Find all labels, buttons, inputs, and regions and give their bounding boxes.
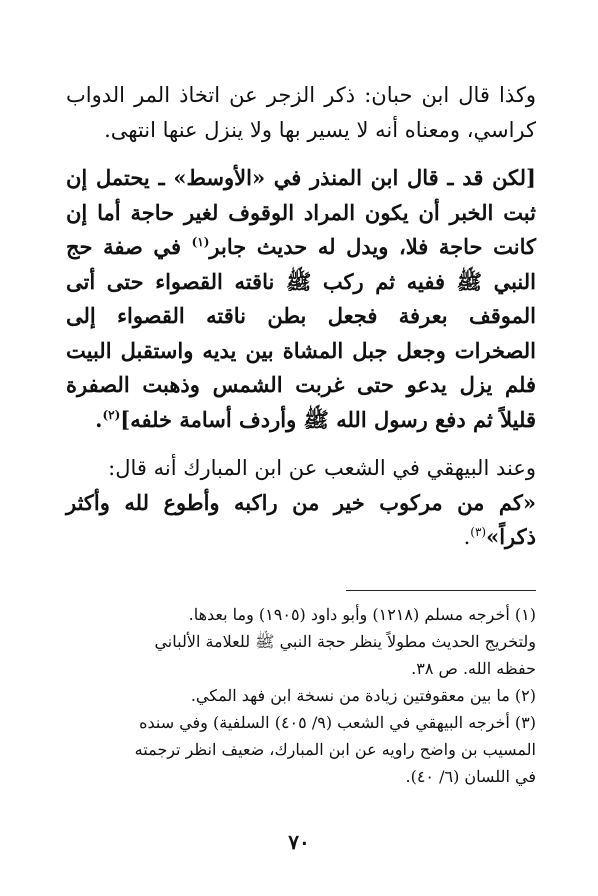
- quote-text: «كم من مركوب خير من راكبه وأطوع لله وأكثر ذكراً»: [66, 489, 536, 549]
- paragraph-1-text: وكذا قال ابن حبان: ذكر الزجر عن اتخاذ المر الدواب كراسي، ومعناه أنه لا يسير بها ولا ينزل عنها انتهى.: [66, 83, 536, 142]
- footnote-1-line-1: (١) أخرجه مسلم (١٢١٨) وأبو داود (١٩٠٥) وما بعدها.: [188, 605, 536, 624]
- footnotes-section: [66, 590, 536, 790]
- paragraph-3-text: وعند البيهقي في الشعب عن ابن المبارك أنه قال:: [108, 456, 536, 480]
- footnote-3-line-1: (٣) أخرجه البيهقي في الشعب (٩/ ٤٠٥) السلفية) وفي سنده: [139, 713, 536, 732]
- footnote-divider: [346, 590, 536, 591]
- page-number: ٧٠: [288, 830, 310, 854]
- main-text: [66, 78, 536, 555]
- footnote-3-line-3: في اللسان (٦/ ٤٠).: [405, 767, 536, 786]
- footnote-3-line-2: المسيب بن واضح راويه عن ابن المبارك، ضعيف انظر ترجمته: [134, 740, 536, 759]
- paragraph-2-end: .: [95, 406, 103, 432]
- paragraph-2-text-a: [لكن قد ـ قال ابن المنذر في «الأوسط» ـ يحتمل إن ثبت الخبر أن يكون المراد الوقوف لغير حاجة أما إن كانت حاجة فلا، ويدل له حديث جابر: [66, 165, 536, 259]
- footnote-1-line-3: حفظه الله. ص ٣٨.: [411, 659, 536, 678]
- paragraph-bayhaqi: [66, 451, 536, 555]
- paragraph-ibn-hibban: [66, 78, 536, 147]
- paragraph-ibn-mundhir: [66, 161, 536, 437]
- footnote-ref-3[interactable]: (٣): [470, 525, 487, 539]
- paragraph-2-text-b: في صفة حج النبي ﷺ ففيه ثم ركب ﷺ ناقته القصواء حتى أتى الموقف بعرفة فجعل بطن ناقته القصواء إلى الصخرات وجعل جبل المشاة بين يديه واستقبل البيت فلم يزل يدعو حتى غربت الشمس وذهبت الصفرة قليلاً ثم دفع رسول الله ﷺ وأردف أسامة خلفه]: [66, 234, 536, 432]
- paragraph-3-end: .: [463, 525, 471, 549]
- footnote-ref-1[interactable]: (١): [191, 235, 210, 249]
- footnote-ref-2[interactable]: (٢): [102, 407, 121, 422]
- footnote-1-line-2: ولتخريج الحديث مطولاً ينظر حجة النبي ﷺ للعلامة الألباني: [154, 632, 536, 651]
- footnote-2: (٢) ما بين معقوفتين زيادة من نسخة ابن فهد المكي.: [190, 686, 536, 705]
